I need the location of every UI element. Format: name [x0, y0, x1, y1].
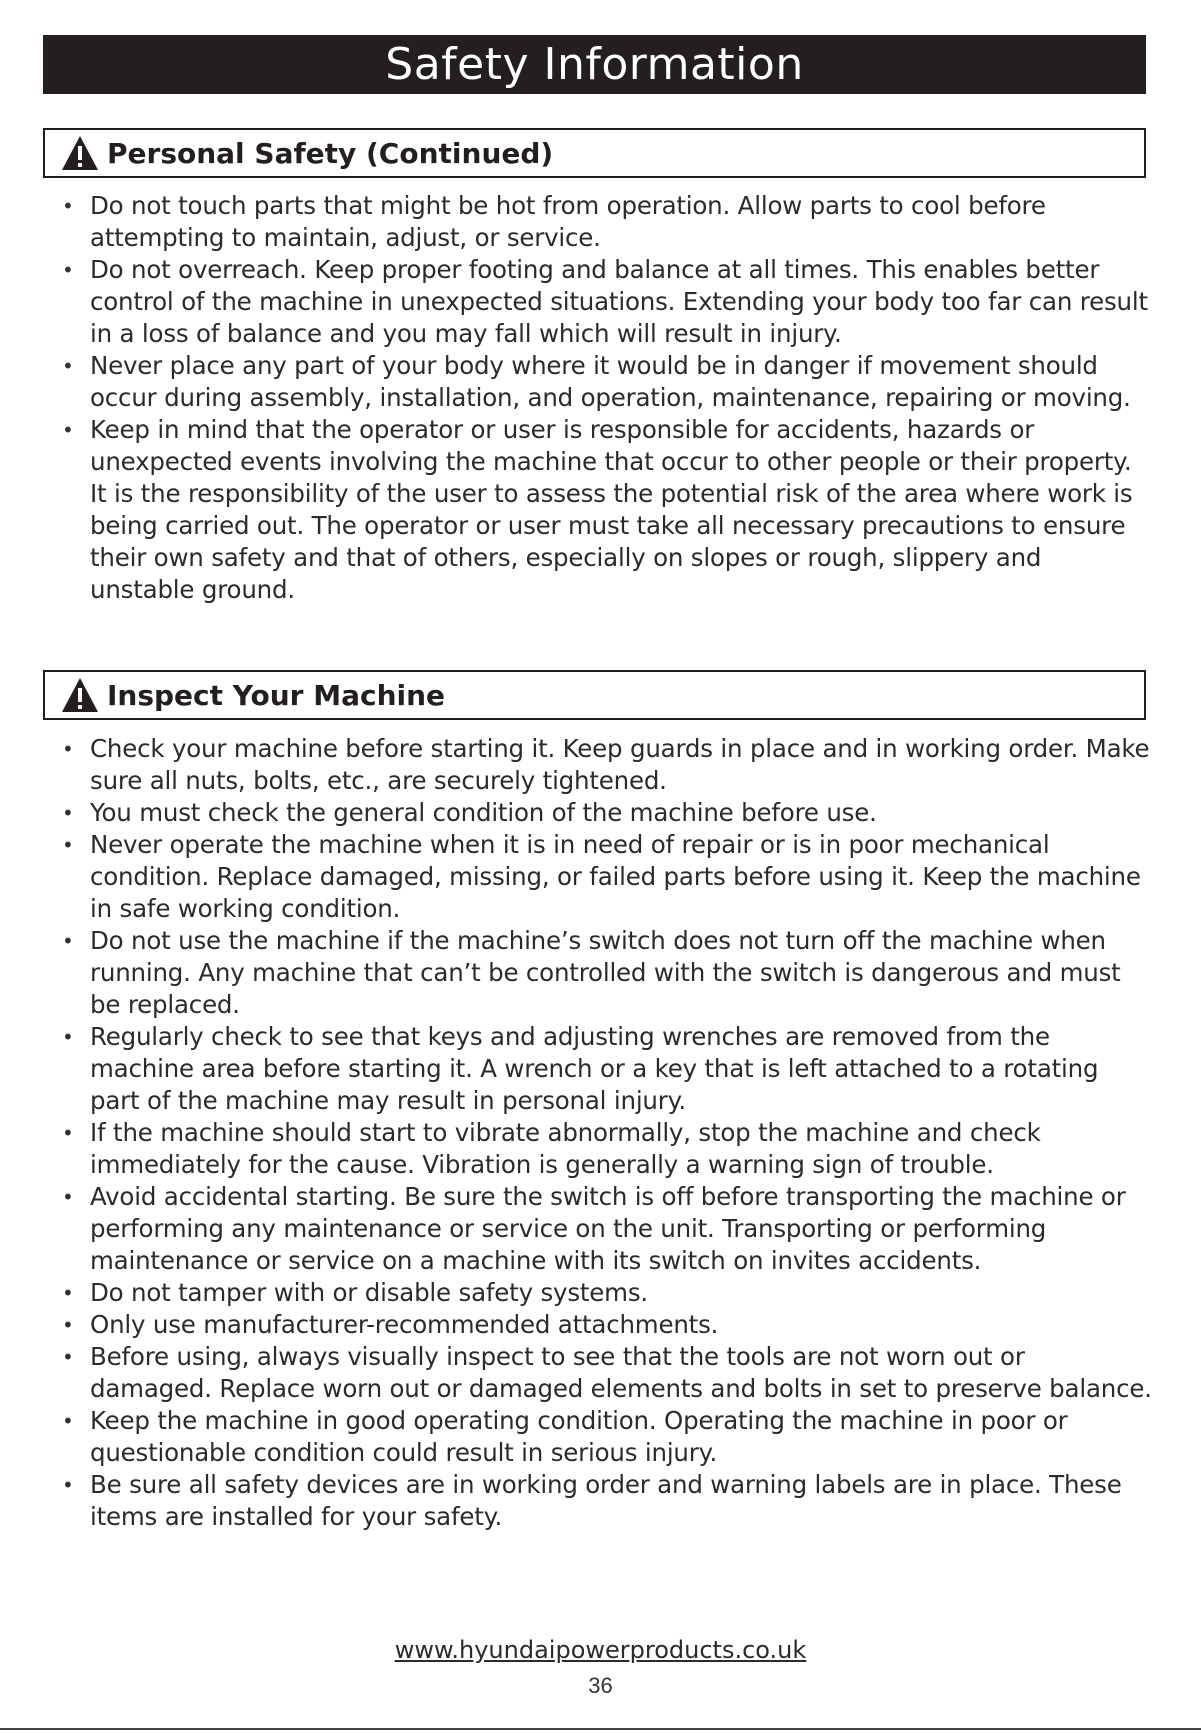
- section-header-inspect-machine: [43, 670, 1146, 720]
- bullet-icon: •: [62, 418, 74, 442]
- list-item-text: Be sure all safety devices are in working order and warning labels are in place. These items are installed for your safety.: [90, 1470, 1122, 1531]
- list-item-text: Do not touch parts that might be hot from operation. Allow parts to cool before attempting to maintain, adjust, or service.: [90, 191, 1046, 252]
- list-item: [52, 733, 1152, 797]
- bullet-icon: •: [62, 1121, 74, 1145]
- bottom-divider: [0, 1728, 1201, 1730]
- list-item-text: Check your machine before starting it. Keep guards in place and in working order. Make sure all nuts, bolts, etc., are securely tightened.: [90, 734, 1150, 795]
- warning-triangle-icon: [61, 677, 99, 713]
- inspect-machine-list: [52, 733, 1152, 1533]
- bullet-icon: •: [62, 801, 74, 825]
- list-item-text: If the machine should start to vibrate abnormally, stop the machine and check immediately for the cause. Vibration is generally a warning sign of trouble.: [90, 1118, 1041, 1179]
- page-number: 36: [588, 1673, 613, 1698]
- bullet-icon: •: [62, 929, 74, 953]
- list-item-text: Keep the machine in good operating condition. Operating the machine in poor or questionable condition could result in serious injury.: [90, 1406, 1068, 1467]
- bullet-icon: •: [62, 1313, 74, 1337]
- list-item: [52, 1309, 1152, 1341]
- list-item: [52, 925, 1152, 1021]
- bullet-icon: •: [62, 1409, 74, 1433]
- list-item: [52, 190, 1152, 254]
- list-item-text: Only use manufacturer-recommended attachments.: [90, 1310, 719, 1339]
- bullet-icon: •: [62, 1473, 74, 1497]
- list-item-text: Do not tamper with or disable safety systems.: [90, 1278, 648, 1307]
- section-heading: Inspect Your Machine: [107, 678, 446, 712]
- list-item-text: Never operate the machine when it is in need of repair or is in poor mechanical condition. Replace damaged, missing, or failed parts before using it. Keep the machine in safe working condition.: [90, 830, 1141, 923]
- website-link[interactable]: www.hyundaipowerproducts.co.uk: [394, 1636, 807, 1664]
- list-item-text: Avoid accidental starting. Be sure the switch is off before transporting the machine or performing any maintenance or service on the unit. Transporting or performing maintenance or service on a machine with its switch on invites accidents.: [90, 1182, 1126, 1275]
- list-item: [52, 1021, 1152, 1117]
- page-title: Safety Information: [43, 35, 1146, 94]
- list-item-text: Regularly check to see that keys and adjusting wrenches are removed from the machine area before starting it. A wrench or a key that is left attached to a rotating part of the machine may result in personal injury.: [90, 1022, 1099, 1115]
- bullet-icon: •: [62, 1185, 74, 1209]
- bullet-icon: •: [62, 833, 74, 857]
- section-header-personal-safety: [43, 128, 1146, 178]
- section-heading: Personal Safety (Continued): [107, 136, 554, 170]
- list-item-text: Keep in mind that the operator or user is responsible for accidents, hazards or unexpected events involving the machine that occur to other people or their property. It is the responsibility of the user to assess the potential risk of the area where work is being carried out. The operator or user must take all necessary precautions to ensure their own safety and that of others, especially on slopes or rough, slippery and unstable ground.: [90, 415, 1133, 604]
- list-item-text: Do not use the machine if the machine’s switch does not turn off the machine when running. Any machine that can’t be controlled with the switch is dangerous and must be replaced.: [90, 926, 1121, 1019]
- warning-triangle-icon: [61, 135, 99, 171]
- list-item: [52, 829, 1152, 925]
- list-item-text: Do not overreach. Keep proper footing and balance at all times. This enables better control of the machine in unexpected situations. Extending your body too far can result in a loss of balance and you may fall which will result in injury.: [90, 255, 1148, 348]
- list-item-text: Before using, always visually inspect to see that the tools are not worn out or damaged. Replace worn out or damaged elements and bolts in set to preserve balance.: [90, 1342, 1152, 1403]
- list-item: [52, 1117, 1152, 1181]
- list-item: [52, 1405, 1152, 1469]
- list-item: [52, 414, 1152, 606]
- bullet-icon: •: [62, 1281, 74, 1305]
- list-item: [52, 1341, 1152, 1405]
- list-item-text: Never place any part of your body where it would be in danger if movement should occur during assembly, installation, and operation, maintenance, repairing or moving.: [90, 351, 1131, 412]
- list-item: [52, 797, 1152, 829]
- list-item: [52, 1469, 1152, 1533]
- bullet-icon: •: [62, 194, 74, 218]
- bullet-icon: •: [62, 1345, 74, 1369]
- list-item: [52, 1181, 1152, 1277]
- bullet-icon: •: [62, 258, 74, 282]
- list-item: [52, 350, 1152, 414]
- list-item: [52, 254, 1152, 350]
- bullet-icon: •: [62, 737, 74, 761]
- bullet-icon: •: [62, 1025, 74, 1049]
- bullet-icon: •: [62, 354, 74, 378]
- personal-safety-list: [52, 190, 1152, 606]
- list-item-text: You must check the general condition of the machine before use.: [90, 798, 877, 827]
- list-item: [52, 1277, 1152, 1309]
